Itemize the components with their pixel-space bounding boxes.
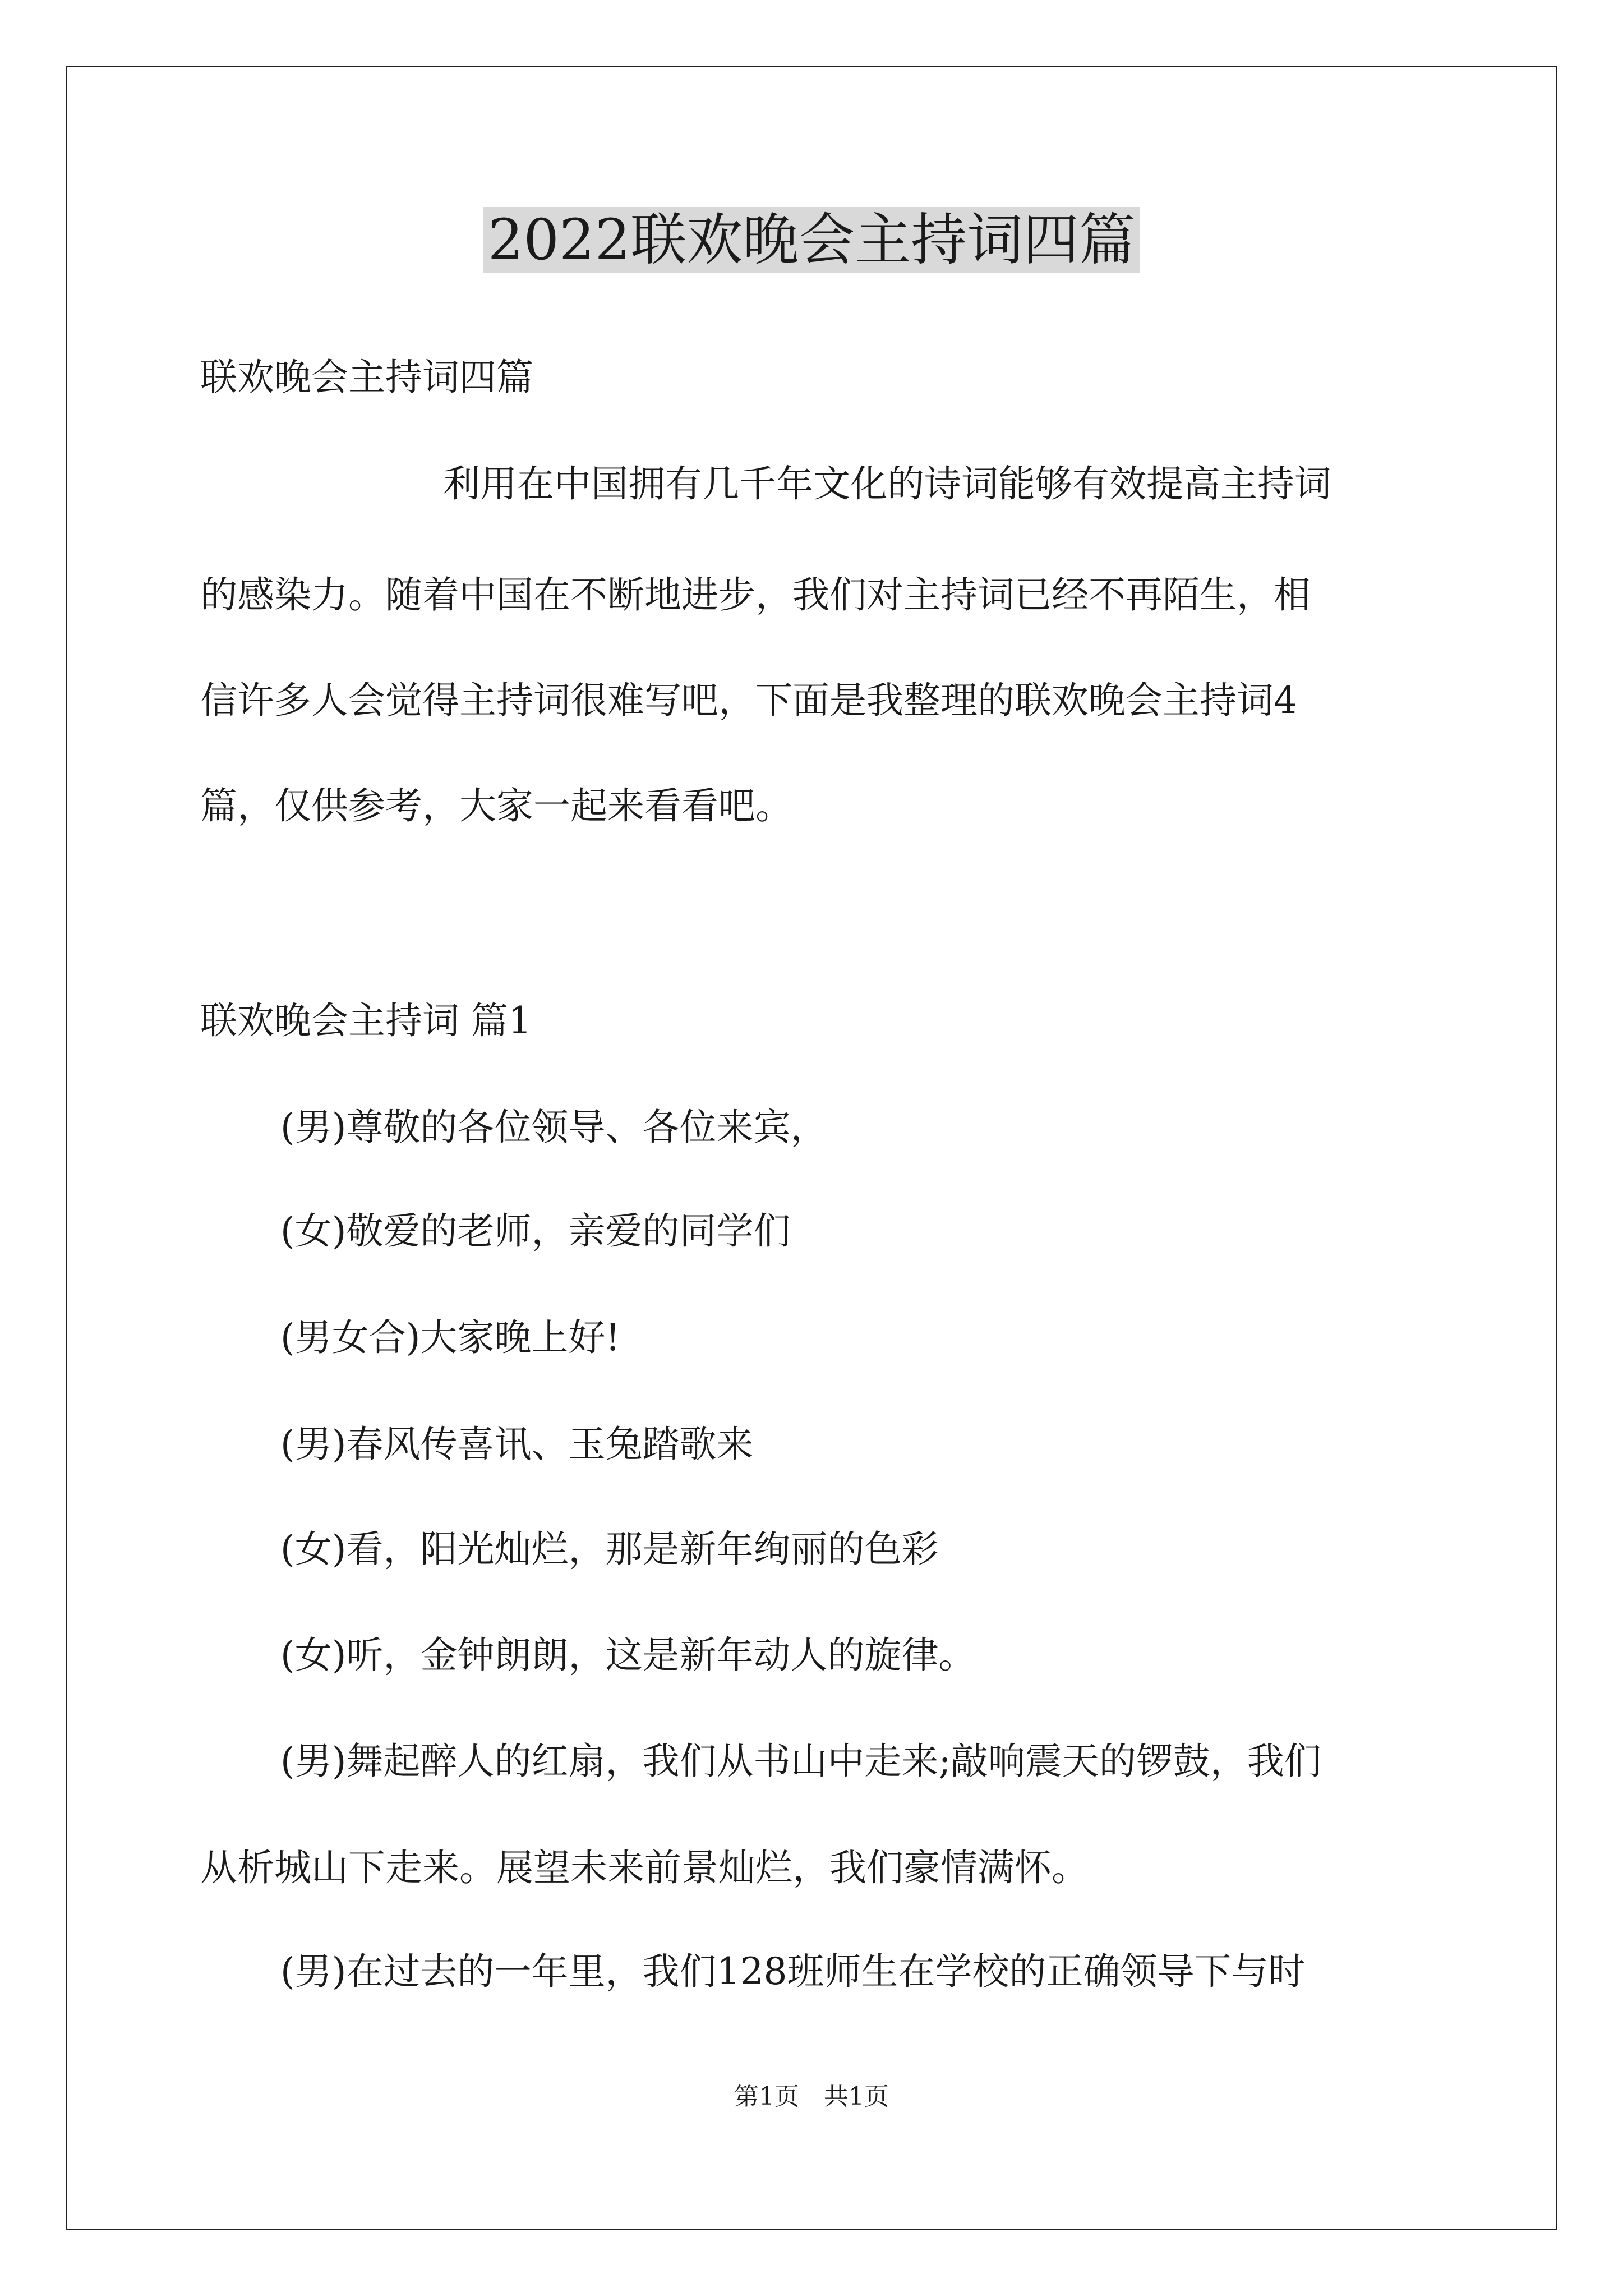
script-line: (男女合)大家晚上好!: [280, 1316, 621, 1359]
intro-line-1: 利用在中国拥有几千年文化的诗词能够有效提高主持词: [443, 462, 1331, 505]
script-line: (男)春风传喜讯、玉兔踏歌来: [280, 1423, 754, 1466]
document-title: [0, 204, 1623, 277]
script-paragraph-past-line-1: (男)在过去的一年里，我们128班师生在学校的正确领导下与时: [280, 1950, 1306, 1993]
script-line: (女)看，阳光灿烂，那是新年绚丽的色彩: [280, 1527, 939, 1571]
intro-line-2: 的感染力。随着中国在不断地进步，我们对主持词已经不再陌生，相: [200, 573, 1311, 616]
script-line: (女)敬爱的老师，亲爱的同学们: [280, 1209, 791, 1253]
section-heading: 联欢晚会主持词 篇1: [200, 999, 532, 1042]
document-title-text: 2022联欢晚会主持词四篇: [483, 207, 1140, 273]
script-paragraph-line-2: 从析城山下走来。展望未来前景灿烂，我们豪情满怀。: [200, 1846, 1089, 1889]
intro-line-3: 信许多人会觉得主持词很难写吧，下面是我整理的联欢晚会主持词4: [200, 679, 1297, 722]
script-line: (女)听，金钟朗朗，这是新年动人的旋律。: [280, 1634, 976, 1677]
document-subtitle: 联欢晚会主持词四篇: [200, 356, 533, 399]
script-line: (男)尊敬的各位领导、各位来宾，: [280, 1106, 828, 1149]
page-footer: 第1页 共1页: [734, 2082, 889, 2111]
script-paragraph-line-1: (男)舞起醉人的红扇，我们从书山中走来;敲响震天的锣鼓，我们: [280, 1740, 1321, 1783]
intro-line-4: 篇，仅供参考，大家一起来看看吧。: [200, 784, 792, 827]
